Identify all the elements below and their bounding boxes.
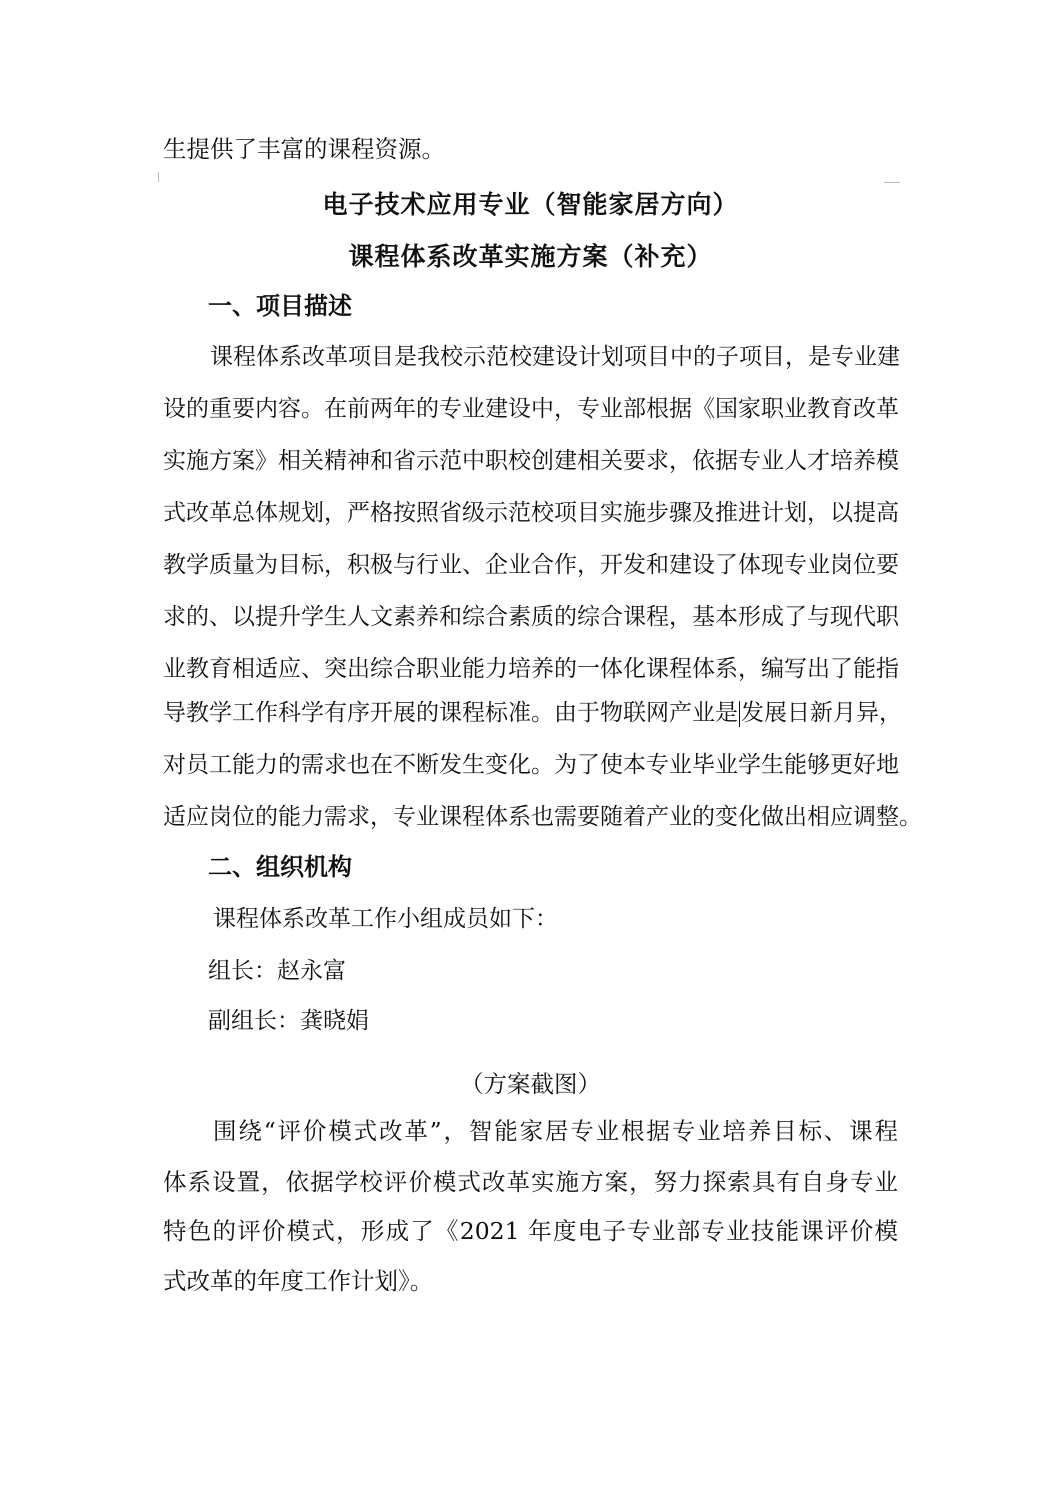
closing-line-4: 式改革的年度工作计划》。 <box>163 1267 434 1295</box>
section1-line-2: 设的重要内容。在前两年的专业建设中，专业部根据《国家职业教育改革 <box>163 396 899 422</box>
section1-line-3: 实施方案》相关精神和省示范中职校创建相关要求，依据专业人才培养模 <box>163 448 899 474</box>
section1-line-8 <box>163 696 902 730</box>
figure-caption: （方案截图） <box>460 1070 601 1098</box>
intro-line: 生提供了丰富的课程资源。 <box>163 135 445 163</box>
section1-line-8-part1: 导教学工作科学有序开展的课程标准。由于物联网产业是 <box>163 700 738 726</box>
text-cursor <box>739 701 740 727</box>
deputy-leader: 副组长：龚晓娟 <box>208 1008 369 1034</box>
section1-line-6: 求的、以提升学生人文素养和综合素质的综合课程，基本形成了与现代职 <box>163 604 899 630</box>
section1-line-4: 式改革总体规划，严格按照省级示范校项目实施步骤及推进计划，以提高 <box>163 500 899 526</box>
section1-heading: 一、项目描述 <box>208 292 352 320</box>
section2-heading: 二、组织机构 <box>208 853 352 881</box>
section2-intro: 课程体系改革工作小组成员如下： <box>213 906 558 932</box>
section1-line-10: 适应岗位的能力需求，专业课程体系也需要随着产业的变化做出相应调整。 <box>163 804 922 830</box>
closing-line-1: 围绕“评价模式改革”，智能家居专业根据专业培养目标、课程 <box>213 1117 898 1145</box>
closing-line-2: 体系设置，依据学校评价模式改革实施方案，努力探索具有自身专业 <box>163 1168 898 1196</box>
group-leader: 组长：赵永富 <box>208 958 346 984</box>
section1-line-9: 对员工能力的需求也在不断发生变化。为了使本专业毕业学生能够更好地 <box>163 752 899 778</box>
doc-title-line1: 电子技术应用专业（智能家居方向） <box>322 190 739 219</box>
section1-line-1: 课程体系改革项目是我校示范校建设计划项目中的子项目，是专业建 <box>210 344 900 370</box>
section1-line-7: 业教育相适应、突出综合职业能力培养的一体化课程体系，编写出了能指 <box>163 656 899 682</box>
section1-line-8-part2: 发展日新月异， <box>741 700 902 726</box>
doc-title-line2: 课程体系改革实施方案（补充） <box>348 242 713 271</box>
closing-line-3: 特色的评价模式，形成了《2021 年度电子专业部专业技能课评价模 <box>163 1217 898 1245</box>
margin-marker-right <box>884 172 900 183</box>
section1-line-5: 教学质量为目标，积极与行业、企业合作，开发和建设了体现专业岗位要 <box>163 552 899 578</box>
margin-marker-left <box>158 172 175 182</box>
